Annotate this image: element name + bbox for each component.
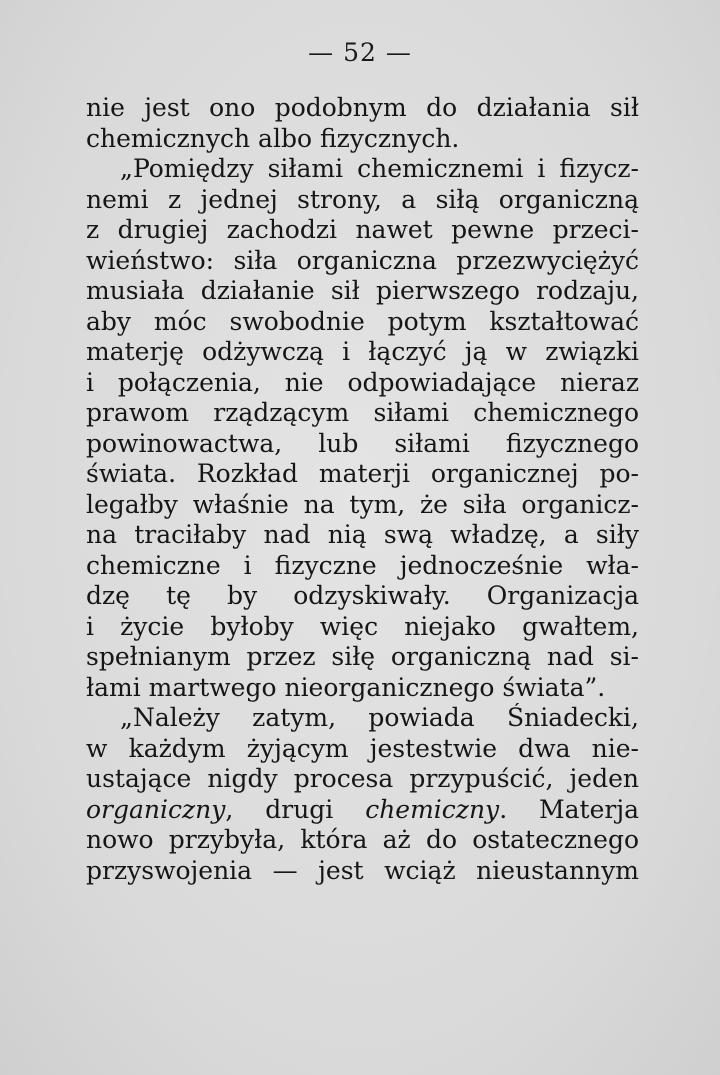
text-line: przyswojenia — jest wciąż nieustannym [86, 855, 639, 885]
text-line: prawom rządzącym siłami chemicznego [86, 398, 639, 427]
body-text [86, 93, 639, 886]
text-line: nemi z jednej strony, a siłą organiczną [86, 184, 639, 214]
text-line: na traciłaby nad nią swą władzę, a siły [86, 520, 639, 549]
text-fragment: , drugi [225, 794, 366, 824]
italic-term: chemiczny [365, 794, 500, 824]
text-line: łami martwego nieorganicznego świata”. [86, 672, 606, 702]
text-line: ustające nigdy procesa przypuścić, jeden [86, 764, 639, 793]
text-line: i życie byłoby więc niejako gwałtem, [86, 611, 639, 641]
text-line: chemiczne i fizyczne jednocześnie wła- [86, 550, 639, 580]
text-line: wieństwo: siła organiczna przezwyciężyć [86, 245, 639, 275]
text-line: aby móc swobodnie potym kształtować [86, 306, 639, 336]
text-line: dzę tę by odzyskiwały. Organizacja [86, 581, 639, 610]
text-line: nie jest ono podobnym do działania sił [86, 93, 639, 122]
italic-term: organiczny [86, 794, 226, 824]
text-line: musiała działanie sił pierwszego rodzaju, [86, 276, 639, 305]
page-number: — 52 — [308, 38, 412, 67]
text-line: „Pomiędzy siłami chemicznemi i fizycz- [120, 154, 639, 183]
text-line: „Należy zatym, powiada Śniadecki, [120, 703, 639, 732]
text-line: z drugiej zachodzi nawet pewne przeci- [86, 215, 639, 244]
text-line: świata. Rozkład materji organicznej po- [86, 459, 639, 488]
text-line: legałby właśnie na tym, że siła organicz- [86, 489, 639, 519]
text-line [86, 795, 639, 826]
text-line: chemicznych albo fizycznych. [86, 123, 460, 153]
text-line: i połączenia, nie odpowiadające nieraz [86, 367, 639, 397]
text-line: spełnianym przez siłę organiczną nad si- [86, 642, 639, 671]
text-line: powinowactwa, lub siłami fizycznego [86, 428, 639, 458]
text-line: materję odżywczą i łączyć ją w związki [86, 337, 639, 366]
text-line: nowo przybyła, która aż do ostatecznego [86, 825, 639, 854]
text-fragment: . Materja [499, 794, 639, 824]
text-line: w każdym żyjącym jestestwie dwa nie- [86, 733, 639, 763]
